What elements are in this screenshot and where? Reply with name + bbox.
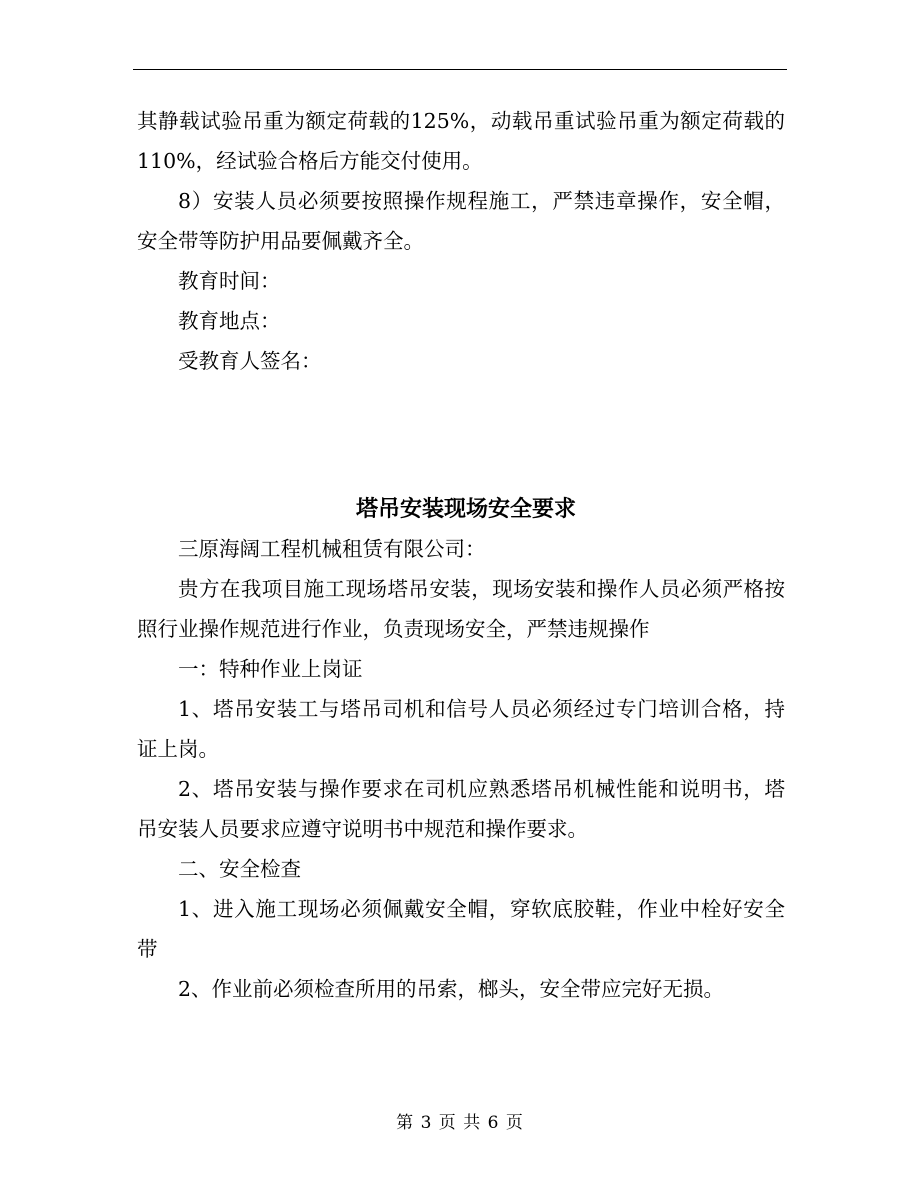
- section-2-heading: 二、安全检查: [178, 857, 301, 881]
- section-1-heading: 一：特种作业上岗证: [178, 657, 363, 681]
- trainee-signature-label: 受教育人签名：: [178, 349, 322, 373]
- section-2-item-2: 2、作业前必须检查所用的吊索，榔头，安全带应完好无损。: [178, 977, 725, 1001]
- header-rule: [133, 69, 787, 70]
- document-title: 塔吊安装现场安全要求: [355, 496, 576, 522]
- education-place-label: 教育地点：: [178, 309, 281, 333]
- intro-paragraph: 贵方在我项目施工现场塔吊安装，现场安装和操作人员必须严格按照行业操作规范进行作业，负责现场安全，严禁违规操作: [137, 577, 785, 641]
- section-1-item-1: 1、塔吊安装工与塔吊司机和信号人员必须经过专门培训合格，持证上岗。: [137, 697, 785, 761]
- paragraph-item-8: 8）安装人员必须要按照操作规程施工，严禁违章操作，安全帽，安全带等防护用品要佩戴齐全。: [137, 189, 785, 253]
- education-time-label: 教育时间：: [178, 269, 281, 293]
- addressee-line: 三原海阔工程机械租赁有限公司：: [178, 537, 486, 561]
- page-number-footer: 第 3 页 共 6 页: [396, 1113, 524, 1133]
- paragraph-load-test: 其静载试验吊重为额定荷载的125%，动载吊重试验吊重为额定荷载的110%，经试验合格后方能交付使用。: [137, 109, 785, 173]
- section-2-item-1: 1、进入施工现场必须佩戴安全帽，穿软底胶鞋，作业中栓好安全带: [137, 897, 785, 961]
- section-1-item-2: 2、塔吊安装与操作要求在司机应熟悉塔吊机械性能和说明书，塔吊安装人员要求应遵守说明书中规范和操作要求。: [137, 777, 785, 841]
- document-body: [137, 101, 785, 1009]
- section-spacer: [137, 381, 785, 489]
